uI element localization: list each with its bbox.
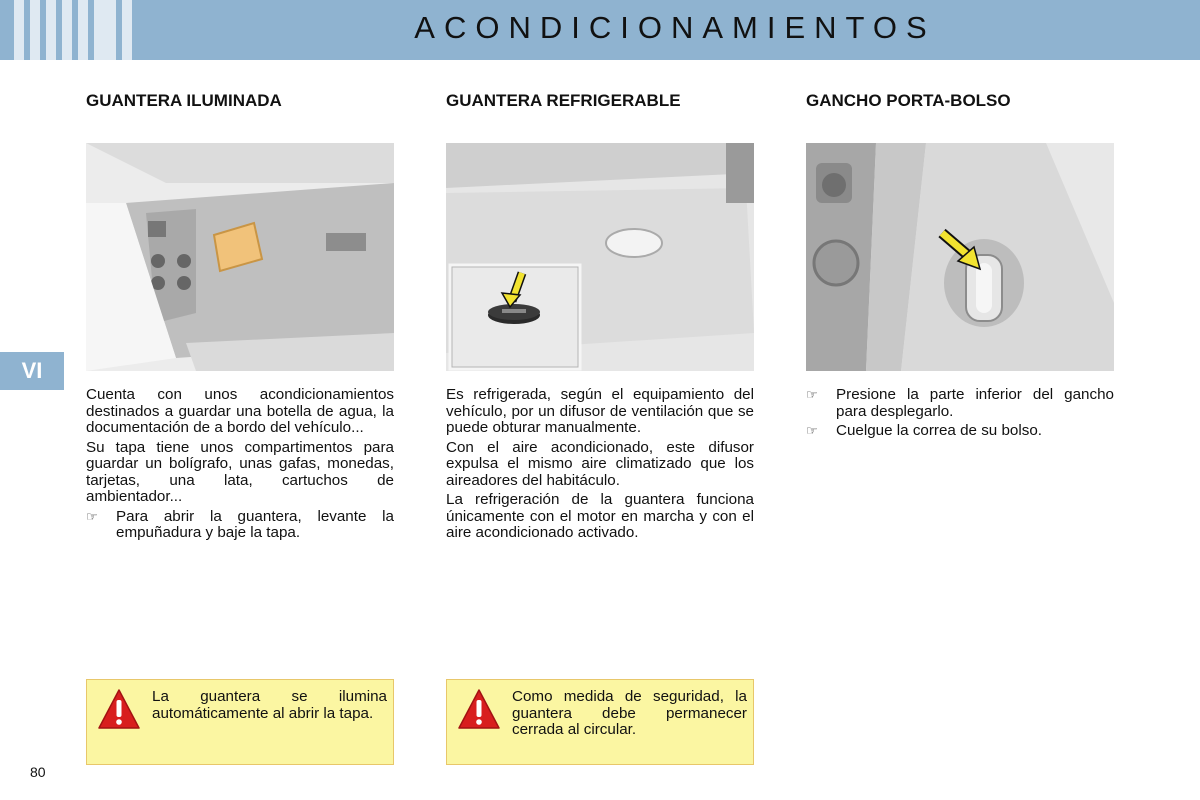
- paragraph: Cuenta con unos acondicionamientos destinados a guardar una botella de agua, la documentación de a bordo del vehículo...: [86, 386, 394, 436]
- section-body: [806, 387, 1114, 443]
- warning-box: [446, 679, 754, 765]
- pointing-hand-icon: ☞: [86, 508, 98, 524]
- section-refrigerated-glovebox: [446, 91, 754, 541]
- section-bag-hook: [806, 91, 1114, 439]
- paragraph: Es refrigerada, según el equipamiento del vehículo, por un difusor de ventilación que se puede obturar manualmente.: [446, 386, 754, 436]
- warning-text: La guantera se ilumina automáticamente al abrir la tapa.: [152, 688, 387, 722]
- section-heading: GUANTERA REFRIGERABLE: [446, 91, 681, 110]
- section-body: [86, 387, 394, 545]
- paragraph: La refrigeración de la guantera funciona únicamente con el motor en marcha y con el aire acondicionado activado.: [446, 491, 754, 541]
- pointing-hand-icon: ☞: [806, 387, 818, 402]
- warning-triangle-icon: [97, 688, 141, 732]
- page-title: ACONDICIONAMIENTOS: [414, 10, 936, 45]
- section-illuminated-glovebox: [86, 91, 394, 541]
- header-stripes: [14, 0, 138, 60]
- pointing-hand-icon: ☞: [806, 423, 818, 438]
- section-heading: GANCHO PORTA-BOLSO: [806, 91, 1011, 110]
- page-number: 80: [30, 764, 46, 780]
- section-body: [446, 387, 754, 545]
- instruction-item: [86, 509, 394, 542]
- instruction-text: Presione la parte inferior del gancho para desplegarlo.: [836, 386, 1114, 420]
- page-header: [0, 0, 1200, 60]
- bag-hook-photo: [806, 143, 1114, 371]
- section-heading: GUANTERA ILUMINADA: [86, 91, 282, 110]
- instruction-text: Para abrir la guantera, levante la empuñadura y baje la tapa.: [116, 507, 394, 541]
- warning-triangle-icon: [457, 688, 501, 732]
- instruction-item: [806, 387, 1114, 420]
- instruction-text: Cuelgue la correa de su bolso.: [836, 422, 1043, 439]
- instruction-item: [806, 423, 1114, 440]
- chapter-tab: VI: [0, 352, 64, 390]
- illuminated-glovebox-photo: [86, 143, 394, 371]
- warning-box: [86, 679, 394, 765]
- warning-text: Como medida de seguridad, la guantera debe permanecer cerrada al circular.: [512, 688, 747, 738]
- paragraph: Con el aire acondicionado, este difusor expulsa el mismo aire climatizado que los aireadores del habitáculo.: [446, 438, 754, 489]
- refrigerated-glovebox-photo: [446, 143, 754, 371]
- paragraph: Su tapa tiene unos compartimentos para guardar un bolígrafo, unas gafas, monedas, tarjetas, una lata, cartuchos de ambientador...: [86, 438, 394, 505]
